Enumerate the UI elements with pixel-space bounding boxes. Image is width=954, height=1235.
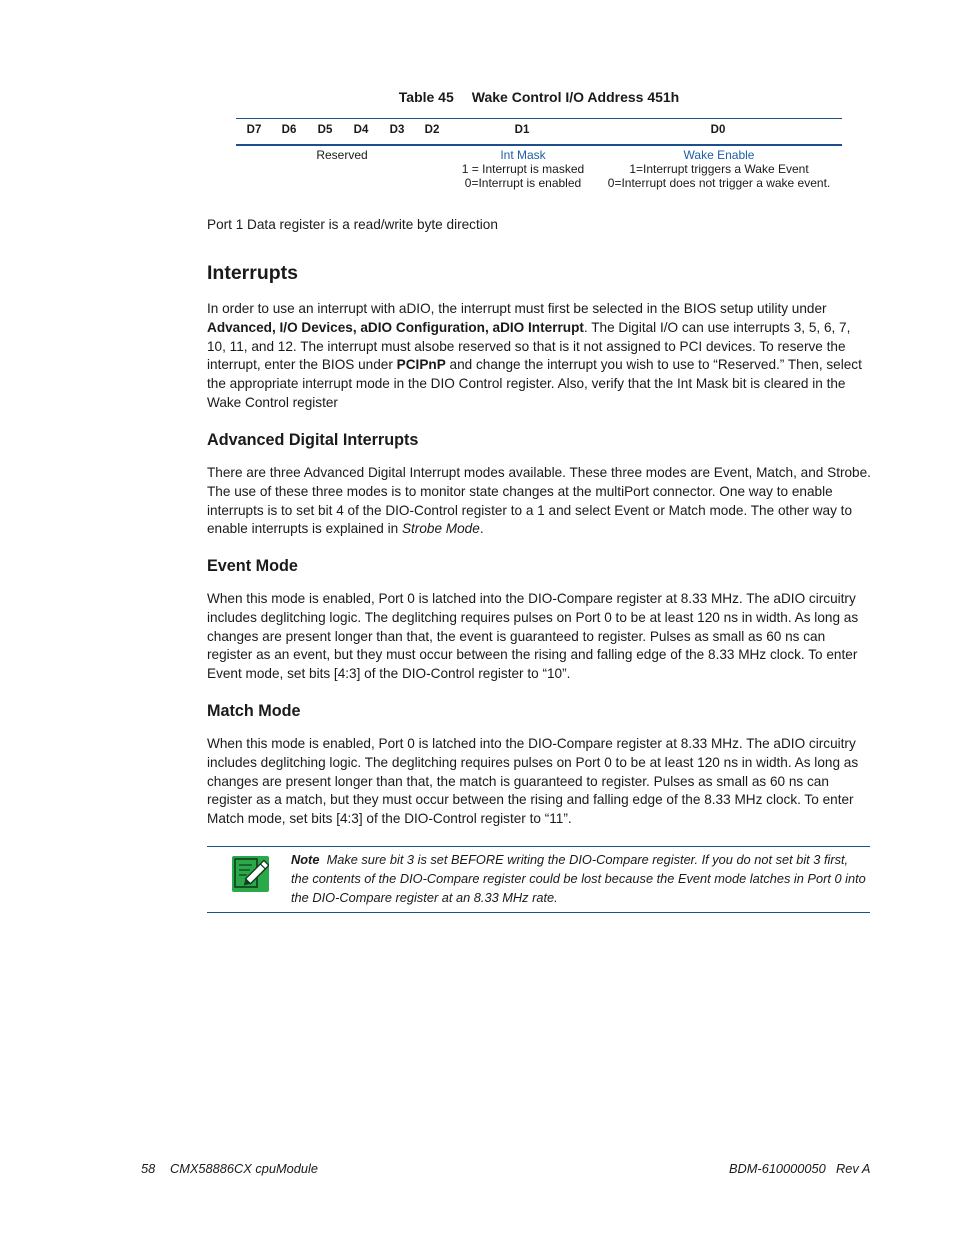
- match-paragraph: When this mode is enabled, Port 0 is latched into the DIO-Compare register at 8.33 MHz. The aDIO circuitry includes deglitching logic. The deglitching requires pulses on Port 0 to be at least 120 ns in width. As long as changes are present longer than that, the match is guaranteed to register. Pulses as small as 60 ns can register as a match, but they must occur between the rising and falling edge of the 8.33 MHz clock. To enter Match mode, set bits [4:3] of the DIO-Control register to “11”.: [207, 736, 859, 827]
- header-d7: D7: [246, 124, 262, 136]
- wake-enable-label: Wake Enable: [683, 148, 755, 162]
- int-mask-line2: 0=Interrupt is enabled: [464, 176, 582, 190]
- header-d5: D5: [317, 124, 333, 136]
- header-d1: D1: [514, 124, 530, 136]
- event-heading: Event Mode: [207, 557, 298, 575]
- note-top-rule: [207, 846, 870, 847]
- footer-product: CMX58886CX cpuModule: [170, 1161, 318, 1176]
- note-bottom-rule: [207, 912, 870, 913]
- advanced-heading: Advanced Digital Interrupts: [207, 431, 419, 449]
- advanced-paragraph: There are three Advanced Digital Interrupt modes available. These three modes are Event, Match, and Strobe. The use of these three modes is to monitor state changes at the multiPort connector. One way to enable interrupts is to set bit 4 of the DIO-Control register to a 1 and select Event or Match mode. The other way to enable interrupts is explained in Strobe Mode.: [207, 465, 871, 537]
- int-mask-label: Int Mask: [500, 148, 546, 162]
- port-note: Port 1 Data register is a read/write byte direction: [207, 217, 498, 232]
- interrupts-paragraph: In order to use an interrupt with aDIO, the interrupt must first be selected in the BIOS setup utility under Advanced, I/O Devices, aDIO Configuration, aDIO Interrupt. The Digital I/O can use interrupts 3, 5, 6, 7, 10, 11, and 12. The interrupt must alsobe reserved so that is it not assigned to PCI devices. To reserve the interrupt, enter the BIOS under PCIPnP and change the interrupt you wish to use to “Reserved.” Then, select the appropriate interrupt mode in the DIO Control register. Also, verify that the Int Mask bit is cleared in the Wake Control register: [207, 301, 862, 410]
- interrupts-heading: Interrupts: [207, 262, 299, 284]
- event-paragraph: When this mode is enabled, Port 0 is latched into the DIO-Compare register at 8.33 MHz. The aDIO circuitry includes deglitching logic. The deglitching requires pulses on Port 0 to be at least 120 ns in width. As long as changes are present longer than that, the event is guaranteed to register. Pulses as small as 60 ns can register as an event, but they must occur between the rising and falling edge of the 8.33 MHz clock. To enter Event mode, set bits [4:3] of the DIO-Control register to “10”.: [207, 591, 859, 682]
- pcipnp: PCIPnP: [396, 357, 446, 373]
- footer-doc-id: BDM-610000050: [729, 1161, 826, 1176]
- table-top-rule: [236, 118, 842, 119]
- page-number: 58: [141, 1161, 156, 1176]
- match-heading: Match Mode: [207, 702, 301, 720]
- table-number: Table 45: [398, 89, 454, 105]
- header-d3: D3: [389, 124, 405, 136]
- wake-enable-line1: 1=Interrupt triggers a Wake Event: [629, 162, 809, 176]
- table-header-rule: [236, 144, 842, 146]
- table-title: Wake Control I/O Address 451h: [471, 89, 680, 105]
- reserved-cell: Reserved: [316, 148, 368, 162]
- header-d0: D0: [710, 124, 726, 136]
- header-d6: D6: [281, 124, 297, 136]
- bios-path: Advanced, I/O Devices, aDIO Configuration, aDIO Interrupt: [207, 319, 584, 335]
- note-label: Note: [291, 852, 320, 867]
- table-caption: [236, 89, 842, 105]
- footer-revision: Rev A: [836, 1161, 871, 1176]
- wake-enable-line2: 0=Interrupt does not trigger a wake event.: [607, 176, 831, 190]
- header-d2: D2: [424, 124, 440, 136]
- pencil-note-icon: [232, 856, 269, 892]
- header-d4: D4: [353, 124, 369, 136]
- note-text: Note Make sure bit 3 is set BEFORE writing the DIO-Compare register. If you do not set bit 3 first, the contents of the DIO-Compare register could be lost because the Event mode latches in Port 0 into the DIO-Compare register at an 8.33 MHz rate.: [291, 852, 866, 905]
- int-mask-line1: 1 = Interrupt is masked: [461, 162, 585, 176]
- strobe-mode-ref: Strobe Mode: [401, 521, 480, 537]
